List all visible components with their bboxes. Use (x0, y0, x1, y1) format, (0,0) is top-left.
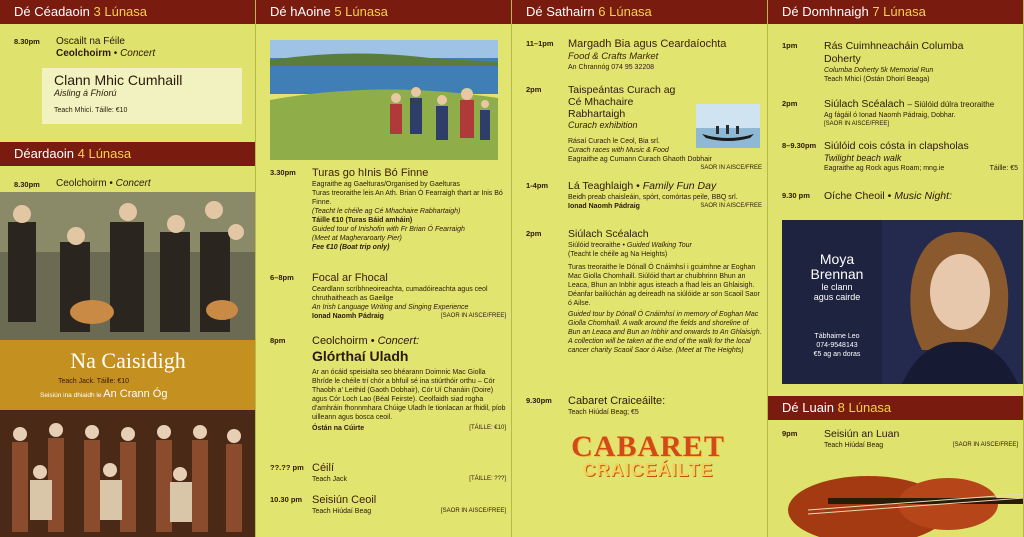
event-seisiun-an-luan: 9pm Seisiún an Luan Teach Hiúdaí Beag [SAOR IN AISCE/FREE] (782, 428, 1018, 449)
moya-portrait (882, 220, 1024, 384)
event-oiche-cheoil: 9.30 pm Oíche Cheoil • Music Night: (782, 190, 952, 202)
day-header-monday: Dé Luain 8 Lúnasa (768, 396, 1024, 420)
event-inis-bo-finne: 3.30pm Turas go hInis Bó Finne Eagraithe ag Gaelturas/Organised by Gaelturas Turas treoraithe leis An Ath. Brian Ó Fearraigh thart ar Inis Bó Finne. (Teacht le chéile ag Cé Mhachaire Rabhartaigh) Táille €10 (Turas Báid amháin) Guided tour of Inishofin with Fr Brian Ó Fearraigh (Meet at Magheraroarty Pier) Fee €10 (Boat trip only) (270, 167, 503, 251)
photo-inis-bo-finne (270, 40, 498, 160)
event-twilight-walk: 8–9.30pm Siúlóid cois cósta in clapsholas Twilight beach walk Eagraithe ag Rock agus Roam; mng.ie Táille: €5 (782, 140, 1018, 172)
event-ras-cuimhneachain: 1pm Rás Cuimhneacháin Columba Doherty Columba Doherty 5k Memorial Run Teach Mhicí (Óstán Dhoirí Beaga) (782, 40, 964, 83)
event-opening: 8.30pm Oscailt na Féile Ceolchoirm • Concert (14, 36, 156, 59)
photo-na-caisidigh (0, 192, 256, 340)
column-saturday (512, 0, 768, 537)
photo-curach-boat (696, 104, 760, 148)
band-photo-illustration (0, 192, 256, 340)
event-ceolchoirm-thursday: 8.30pm Ceolchoirm • Concert (14, 178, 151, 189)
day-header-sunday: Dé Domhnaigh 7 Lúnasa (768, 0, 1023, 24)
event-margadh-bia: 11–1pm Margadh Bia agus Ceardaíochta Food & Crafts Market An Chrannóg 074 95 32208 (526, 38, 727, 71)
day-header-wednesday: Dé Céadaoin 3 Lúnasa (0, 0, 255, 24)
column-wednesday-thursday (0, 0, 256, 537)
event-seisiun-ceoil: 10.30 pm Seisiún Ceoil Teach Hiúdaí Beag [SAOR IN AISCE/FREE] (270, 494, 506, 515)
island-walk-illustration (270, 40, 498, 160)
caisidigh-panel: Na Caisidigh Teach Jack. Táille: €10 Seisiún ina dhiaidh le An Crann Óg (0, 340, 256, 537)
event-focal-ar-fhocal: 6–8pm Focal ar Fhocal Ceardlann scríbhneoireachta, cumadóireachta agus ceol chruthaitheach as Gaeilge An Irish Language Writing and Singing Experience Ionad Naomh Pádraig [SAOR IN AISCE/FREE] (270, 272, 506, 320)
day-header-thursday: Déardaoin 4 Lúnasa (0, 142, 256, 166)
band-panel-clann: Clann Mhic Cumhaill Aisling á Fhíorú Teach Mhicí. Táille: €10 (42, 68, 242, 124)
event-ceili: ??.?? pm Céilí Teach Jack [TÁILLE: ???] (270, 462, 506, 483)
cabaret-logo: CABARET CRAICEÁILTE (571, 430, 725, 480)
column-sunday-monday (768, 0, 1024, 537)
event-la-teaghlaigh: 1-4pm Lá Teaghlaigh • Family Fun Day Beidh preab chaisleáin, spórt, comórtas peile, BBQ srl. Ionad Naomh Pádraig SAOR IN AISCE/FREE (526, 180, 762, 210)
event-glorthai-uladh: 8pm Ceolchoirm • Concert: Glórthaí Uladh Ar an ócáid speisialta seo bhéarann Doimnic Mac Giolla Bhríde le chéile trí chór a bhfuil sé ina stiúrthóir orthu – Cór Thaobh a' Leithid (Gaoth Dobhair), Cór Uí Chanáin (Doire) agus Cór Loch Lao (Béal Feirste). Ceolfaidh siad rogha d'amhráin fhonnmhara Chúige Uladh le tionlacan ar fhidil, píob uilleann agus bosca ceoil. Óstán na Cúirte [TÁILLE: €10] (270, 335, 506, 432)
event-curach: 2pm Taispeántas Curach ag Cé Mhachaire Rabhartaigh Curach exhibition Rásaí Curach le Ceol, Bia srl. Curach races with Music & Food Eagraithe ag Cumann Curach Ghaoth Dobhair SAOR IN AISCE/FREE (526, 84, 762, 171)
day-header-friday: Dé hAoine 5 Lúnasa (256, 0, 511, 24)
event-siulach-scealach-sat: 2pm Siúlach Scéalach Siúlóid treoraithe • Guided Walking Tour (Teacht le chéile ag Na Heights) Turas treoraithe le Dónall Ó Cnáimhsí i gcuimhne ar Eoghan Mac Giolla Chomhaill. Siúlóid thart ar chuibhrinn Bhun an Leaca, Bhun an Inbhir agus isteach a fhad leis an Ghlaisigh. Déanfar bailiúchán ag deireadh na siúlóide ar son Scaoil Saor ó Ailse. Guided tour by Dónall Ó Cnáimhsí in memory of Eoghan Mac Giolla Chomhaill. A walk around the fields and shoreline of Bun an Leaca and Bun an Inbhir and onwards to An Ghlaisigh. A collection will be taken at the end of the walk for the local cancer charity Scaoil Saor ó Ailse. (Meet at The Heights) (526, 228, 762, 354)
curach-boat-illustration (696, 104, 760, 148)
event-siulach-scealach-sun: 2pm Siúlach Scéalach – Siúlóid dúlra treoraithe Ag fágáil ó Ionad Naomh Pádraig, Dobhar. [SAOR IN AISCE/FREE] (782, 98, 995, 127)
day-header-saturday: Dé Sathairn 6 Lúnasa (512, 0, 767, 24)
column-friday (256, 0, 512, 537)
fiddle-illustration (768, 454, 1024, 537)
event-cabaret: 9.30pm Cabaret Craiceáilte: Teach Hiúdaí Beag; €5 (526, 395, 666, 416)
moya-brennan-panel: Moya Brennan le clann agus cairde Tábhairne Leo 074-9548143 €5 ag an doras (782, 220, 1024, 384)
crann-og-photo (0, 410, 256, 537)
